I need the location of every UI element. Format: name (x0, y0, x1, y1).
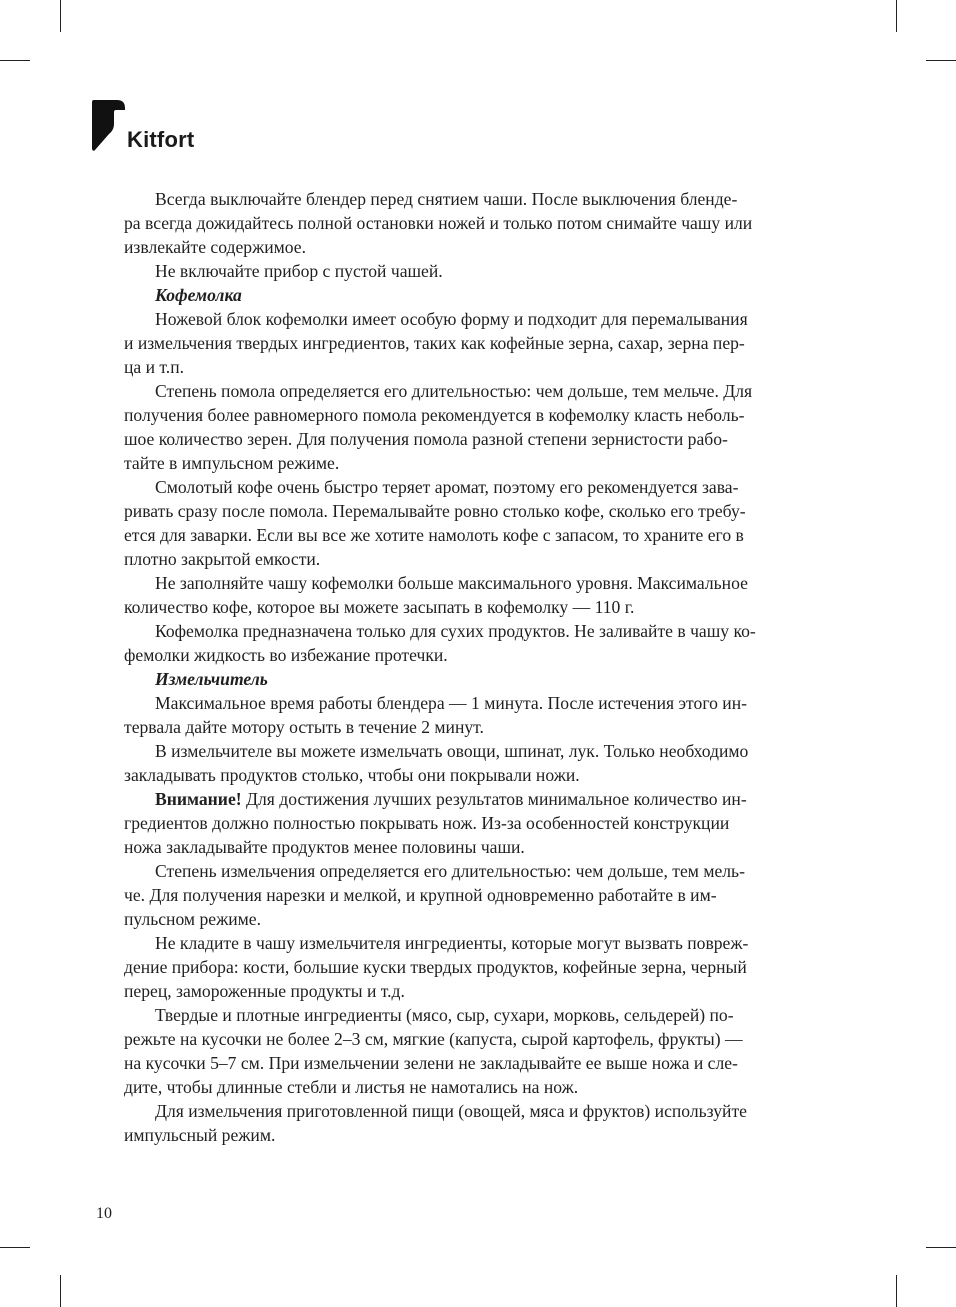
text-line: закладывать продуктов столько, чтобы они покрывали ножи. (124, 765, 580, 785)
section-heading-chopper: Измельчитель (155, 669, 268, 689)
crop-mark (0, 60, 30, 61)
text-line: Для измельчения приготовленной пищи (овощей, мяса и фруктов) используйте (155, 1101, 747, 1121)
text-line: перец, замороженные продукты и т.д. (124, 981, 405, 1001)
text-line: ривать сразу после помола. Перемалывайте ровно столько кофе, сколько его требу- (124, 501, 746, 521)
text-line: че. Для получения нарезки и мелкой, и крупной одновременно работайте в им- (124, 885, 717, 905)
text-line: Степень помола определяется его длительностью: чем дольше, тем мельче. Для (155, 381, 753, 401)
text-line: Всегда выключайте блендер перед снятием чаши. После выключения бленде- (155, 189, 738, 209)
crop-mark (896, 0, 897, 32)
text-line: ется для заварки. Если вы все же хотите намолоть кофе с запасом, то храните его в (124, 525, 744, 545)
text-line: количество кофе, которое вы можете засыпать в кофемолку — 110 г. (124, 597, 635, 617)
text-line: Твердые и плотные ингредиенты (мясо, сыр, сухари, морковь, сельдерей) по- (155, 1005, 734, 1025)
text-line: режьте на кусочки не более 2–3 см, мягкие (капуста, сырой картофель, фрукты) — (124, 1029, 743, 1049)
text-line: ра всегда дожидайтесь полной остановки ножей и только потом снимайте чашу или (124, 213, 753, 233)
text-line: ножа закладывайте продуктов менее половины чаши. (124, 837, 525, 857)
text-line (124, 787, 846, 811)
crop-mark (896, 1275, 897, 1307)
instructions-text (124, 187, 846, 1147)
text-line: и измельчения твердых ингредиентов, таких как кофейные зерна, сахар, зерна пер- (124, 333, 745, 353)
text-line: Не заполняйте чашу кофемолки больше максимального уровня. Максимальное (155, 573, 748, 593)
text-line: Не кладите в чашу измельчителя ингредиенты, которые могут вызвать повреж- (155, 933, 749, 953)
text-line: В измельчителе вы можете измельчать овощи, шпинат, лук. Только необходимо (155, 741, 749, 761)
crop-mark (60, 0, 61, 32)
text-line: Максимальное время работы блендера — 1 минута. После истечения этого ин- (155, 693, 747, 713)
text-line: пульсном режиме. (124, 909, 261, 929)
text-line: фемолки жидкость во избежание протечки. (124, 645, 448, 665)
text-line: Степень измельчения определяется его длительностью: чем дольше, тем мель- (155, 861, 745, 881)
text-line: извлекайте содержимое. (124, 237, 307, 257)
text-line: тайте в импульсном режиме. (124, 453, 340, 473)
text-line: получения более равномерного помола рекомендуется в кофемолку класть неболь- (124, 405, 745, 425)
text-line: Ножевой блок кофемолки имеет особую форму и подходит для перемалывания (155, 309, 748, 329)
text-line: Не включайте прибор с пустой чашей. (155, 261, 443, 281)
section-heading-coffee-grinder: Кофемолка (155, 285, 242, 305)
text-line: тервала дайте мотору остыть в течение 2 минут. (124, 717, 484, 737)
text-line: плотно закрытой емкости. (124, 549, 321, 569)
crop-mark (0, 1247, 30, 1248)
text-line: шое количество зерен. Для получения помола разной степени зернистости рабо- (124, 429, 728, 449)
crop-mark (60, 1275, 61, 1307)
attention-label: Внимание! (155, 789, 242, 809)
brand-mark-icon (92, 100, 126, 152)
text-line: Кофемолка предназначена только для сухих продуктов. Не заливайте в чашу ко- (155, 621, 756, 641)
text-line: ца и т.п. (124, 357, 185, 377)
text-line: на кусочки 5–7 см. При измельчении зелени не закладывайте ее выше ножа и сле- (124, 1053, 738, 1073)
brand-logo (92, 100, 194, 152)
text-span: Для достижения лучших результатов минимальное количество ин- (241, 789, 747, 809)
text-line: дите, чтобы длинные стебли и листья не намотались на нож. (124, 1077, 579, 1097)
page-number: 10 (96, 1205, 112, 1222)
brand-name: Kitfort (127, 127, 195, 152)
crop-mark (926, 1247, 956, 1248)
text-line: гредиентов должно полностью покрывать нож. Из-за особенностей конструкции (124, 813, 730, 833)
text-line: дение прибора: кости, большие куски твердых продуктов, кофейные зерна, черный (124, 957, 747, 977)
crop-mark (926, 60, 956, 61)
text-line: Смолотый кофе очень быстро теряет аромат, поэтому его рекомендуется зава- (155, 477, 739, 497)
text-line: импульсный режим. (124, 1125, 276, 1145)
